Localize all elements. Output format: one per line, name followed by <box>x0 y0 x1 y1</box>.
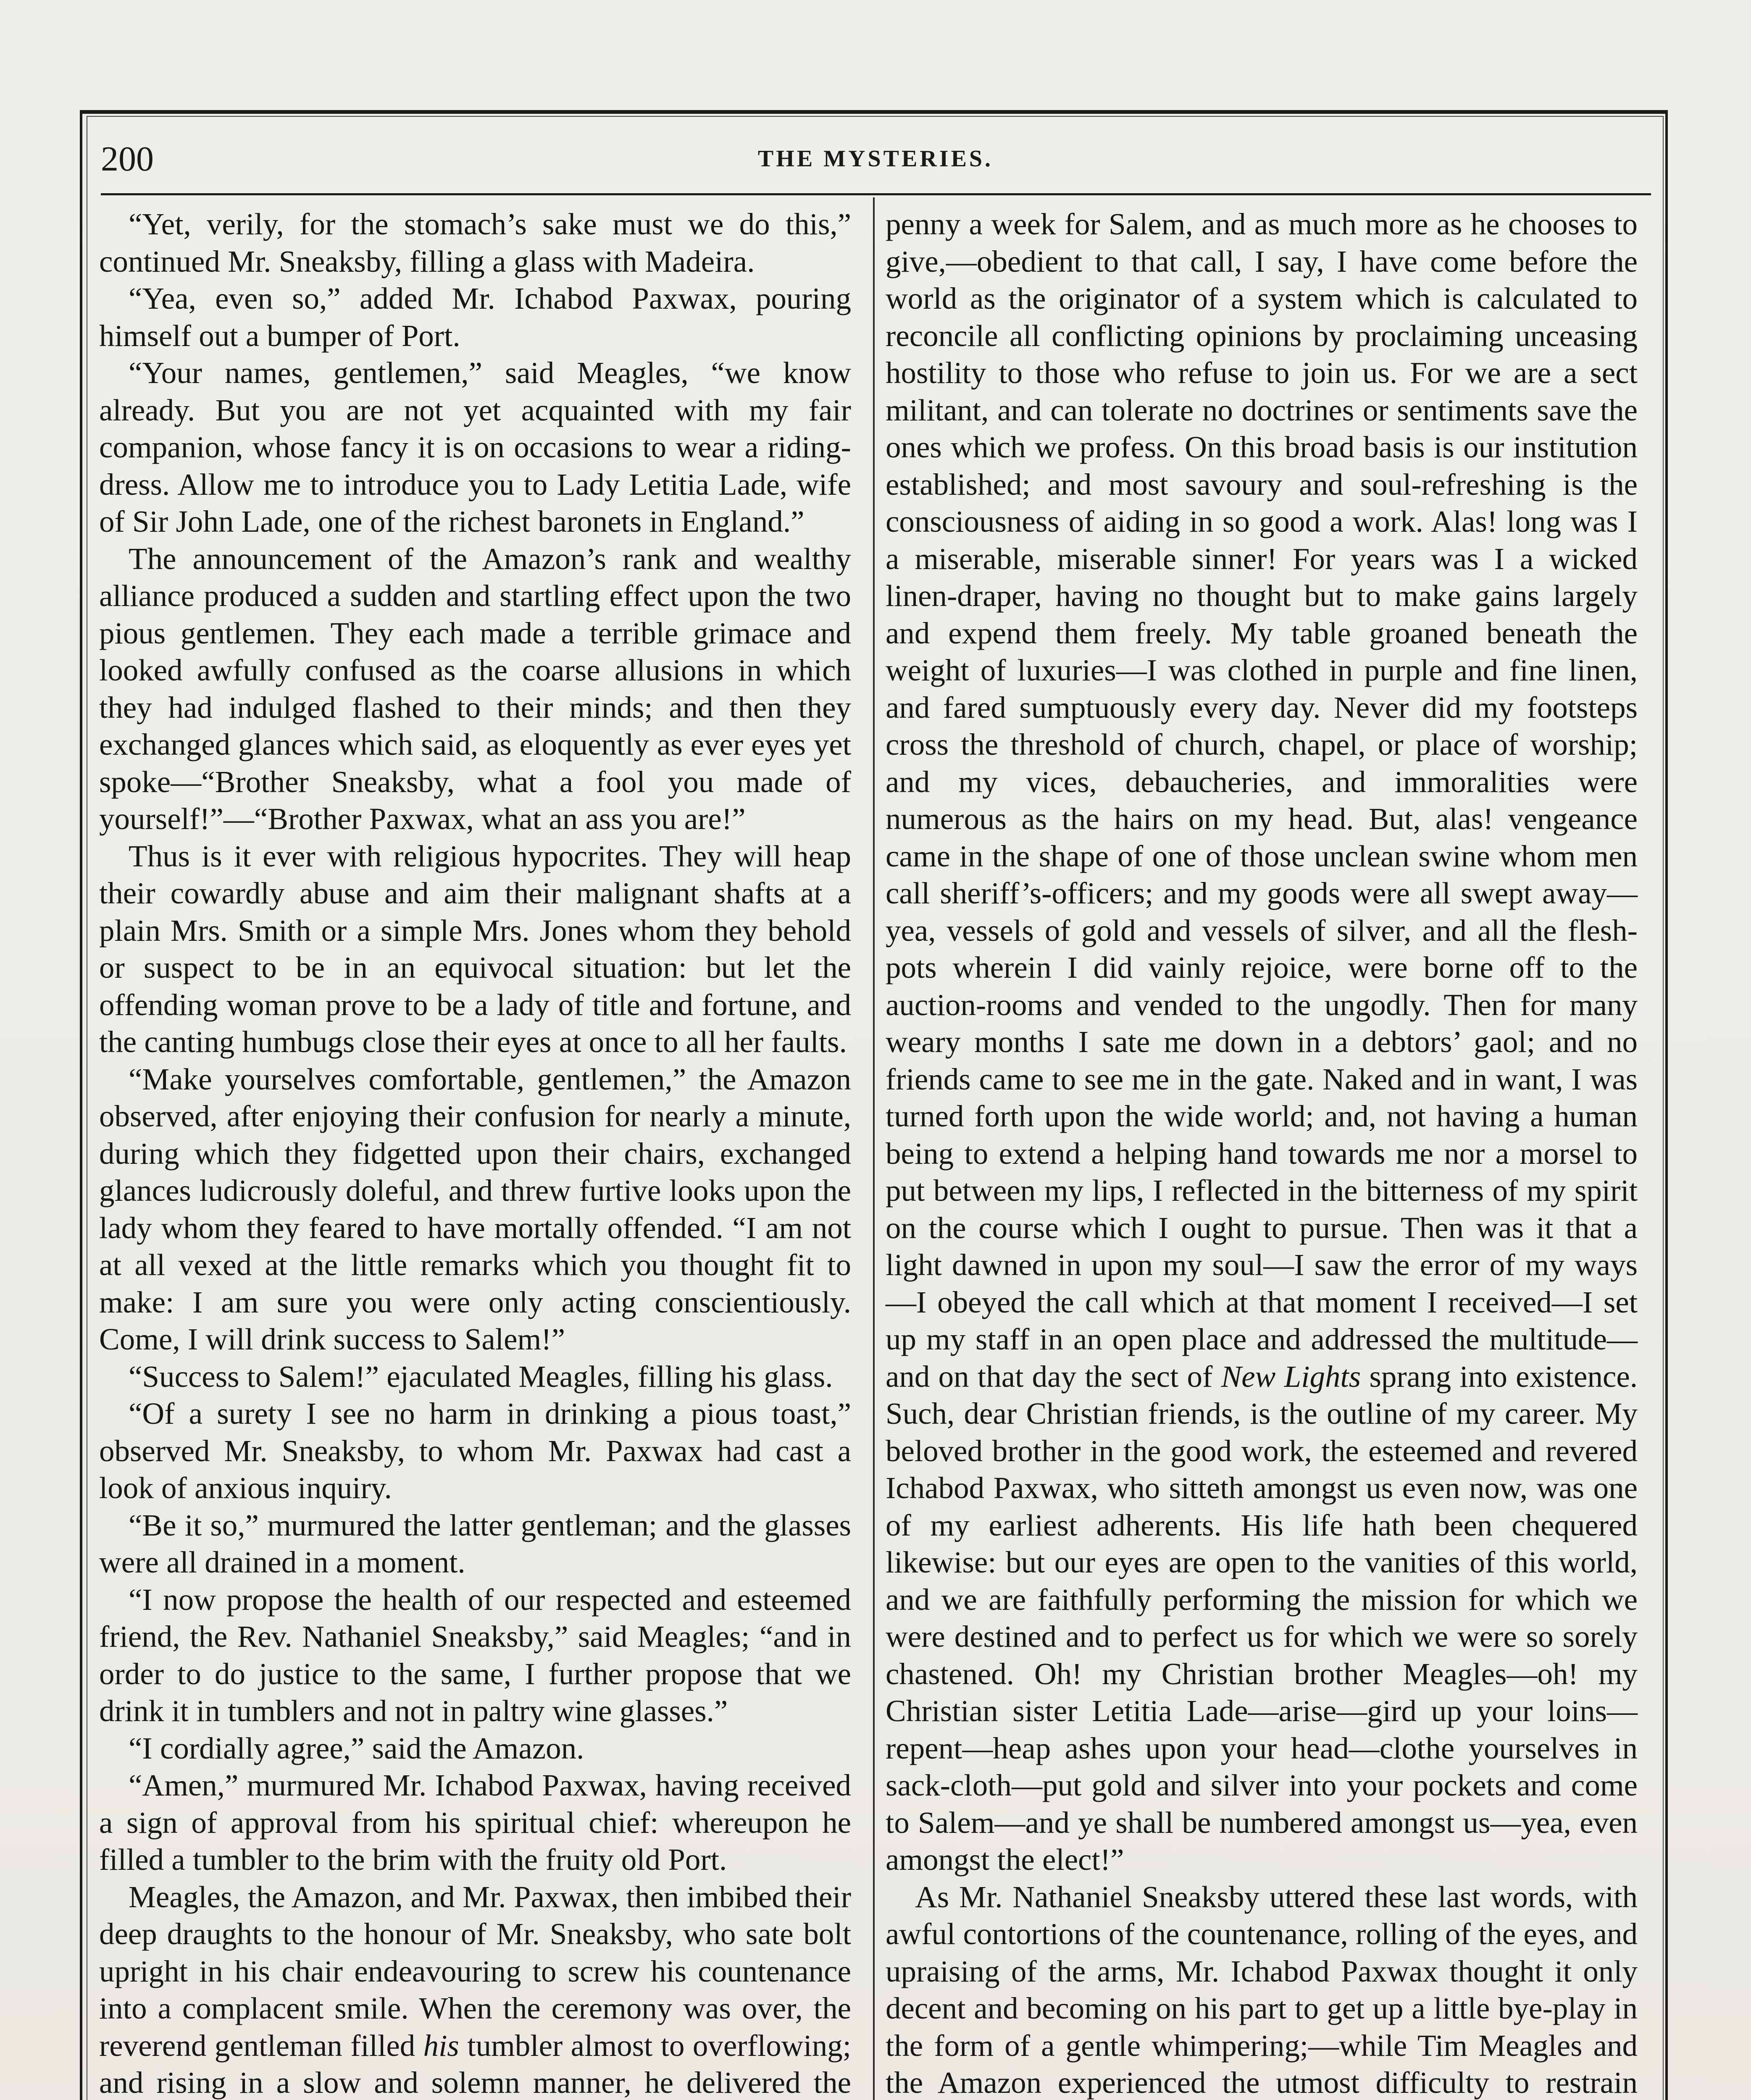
running-head: THE MYSTERIES. <box>757 146 994 172</box>
paragraph: “Your names, gentlemen,” said Meagles, “we know already. But you are not yet acquainted with my fair companion, whose fancy it is on occasions to wear a riding-dress. Allow me to introduce you to Lady Letitia Lade, wife of Sir John Lade, one of the richest baronets in England.” <box>99 356 851 538</box>
right-column <box>886 206 1638 2100</box>
page-number: 200 <box>101 139 154 178</box>
paragraph: “I now propose the health of our respected and esteemed friend, the Rev. Nathaniel Sneaksby,” said Meagles; “and in order to do justice to the same, I further propose that we drink it in tumblers and not in paltry wine glasses.” <box>99 1582 851 1728</box>
paragraph: “Of a surety I see no harm in drinking a pious toast,” observed Mr. Sneaksby, to whom Mr. Paxwax had cast a look of anxious inquiry. <box>99 1396 851 1505</box>
paragraph: As Mr. Nathaniel Sneaksby uttered these last words, with awful contortions of the countenance, rolling of the eyes, and upraising of the arms, Mr. Ichabod Paxwax thought it only decent and becoming on his part to get up a little bye-play in the form of a gentle whimpering;—while Tim Meagles and the Amazon experienced the utmost difficulty to restrain <box>886 1880 1638 2100</box>
left-column <box>99 206 851 2100</box>
paragraph: “Yet, verily, for the stomach’s sake must we do this,” continued Mr. Sneaksby, filling a glass with Madeira. <box>99 207 851 278</box>
paragraph: “Yea, even so,” added Mr. Ichabod Paxwax, pouring himself out a bumper of Port. <box>99 281 851 353</box>
paragraph: “Amen,” murmured Mr. Ichabod Paxwax, having received a sign of approval from his spiritual chief: whereupon he filled a tumbler to the brim with the fruity old Port. <box>99 1768 851 1877</box>
paragraph: Thus is it ever with religious hypocrites. They will heap their cowardly abuse and aim their malignant shafts at a plain Mrs. Smith or a simple Mrs. Jones whom they behold or suspect to be in an equivocal situation: but let the offending woman prove to be a lady of title and fortune, and the canting humbugs close their eyes at once to all her faults. <box>99 839 851 1059</box>
paragraph: “Be it so,” murmured the latter gentleman; and the glasses were all drained in a moment. <box>99 1508 851 1579</box>
header-rule <box>101 193 1651 195</box>
paragraph: Meagles, the Amazon, and Mr. Paxwax, then imbibed their deep draughts to the honour of Mr. Sneaksby, who sate bolt upright in his chair endeavouring to screw his countenance into a complacent smile. When the ceremony was over, the reverend gentleman filled his tumbler almost to overflowing; and rising in a slow and solemn manner, he delivered the <box>99 1880 851 2100</box>
paragraph: “Success to Salem!” ejaculated Meagles, filling his glass. <box>129 1359 833 1394</box>
paragraph: “I cordially agree,” said the Amazon. <box>129 1731 584 1765</box>
paragraph: penny a week for Salem, and as much more as he chooses to give,—obedient to that call, I say, I have come before the world as the originator of a system which is calculated to reconcile all conflicting opinions by proclaiming unceasing hostility to those who refuse to join us. For we are a sect militant, and can tolerate no doctrines or sentiments save the ones which we profess. On this broad basis is our institution established; and most savoury and soul-refreshing is the consciousness of aiding in so good a work. Alas! long was I a miserable, miserable sinner! For years was I a wicked linen-draper, having no thought but to make gains largely and expend them freely. My table groaned beneath the weight of luxuries—I was clothed in purple and fine linen, and fared sumptuously every day. Never did my footsteps cross the threshold of church, chapel, or place of worship; and my vices, debaucheries, and immoralities were numerous as the hairs on my head. But, alas! vengeance came in the shape of one of those unclean swine whom men call sheriff’s-officers; and my goods were all swept away—yea, vessels of gold and vessels of silver, and all the flesh-pots wherein I did vainly rejoice, were borne off to the auction-rooms and vended to the ungodly. Then for many weary months I sate me down in a debtors’ gaol; and no friends came to see me in the gate. Naked and in want, I was turned forth upon the wide world; and, not having a human being to extend a helping hand towards me nor a morsel to put between my lips, I reflected in the bitterness of my spirit on the course which I ought to pursue. Then was it that a light dawned in upon my soul—I saw the error of my ways—I obeyed the call which at that moment I received—I set up my staff in an open place and addressed the multitude—and on that day the sect of New Lights sprang into existence. Such, dear Christian friends, is the outline of my career. My beloved brother in the good work, the esteemed and revered Ichabod Paxwax, who sitteth amongst us even now, was one of my earliest adherents. His life hath been chequered likewise: but our eyes are open to the vanities of this world, and we are faithfully performing the mission for which we were destined and to perfect us for which we were so sorely chastened. Oh! my Christian brother Meagles—oh! my Christian sister Letitia Lade—arise—gird up your loins—repent—heap ashes upon your head—clothe yourselves in sack-cloth—put gold and silver into your pockets and come to Salem—and ye shall be numbered amongst us—yea, even amongst the elect!” <box>886 207 1638 1877</box>
paragraph: “Make yourselves comfortable, gentlemen,” the Amazon observed, after enjoying their confusion for nearly a minute, during which they fidgetted upon their chairs, exchanged glances ludicrously doleful, and threw furtive looks upon the lady whom they feared to have mortally offended. “I am not at all vexed at the little remarks which you thought fit to make: I am sure you were only acting conscientiously. Come, I will drink success to Salem!” <box>99 1062 851 1356</box>
column-divider <box>873 197 875 2100</box>
paragraph: The announcement of the Amazon’s rank and wealthy alliance produced a sudden and startling effect upon the two pious gentlemen. They each made a terrible grimace and looked awfully confused as the coarse allusions in which they had indulged flashed to their minds; and then they exchanged glances which said, as eloquently as ever eyes yet spoke—“Brother Sneaksby, what a fool you made of yourself!”—“Brother Paxwax, what an ass you are!” <box>99 541 851 836</box>
